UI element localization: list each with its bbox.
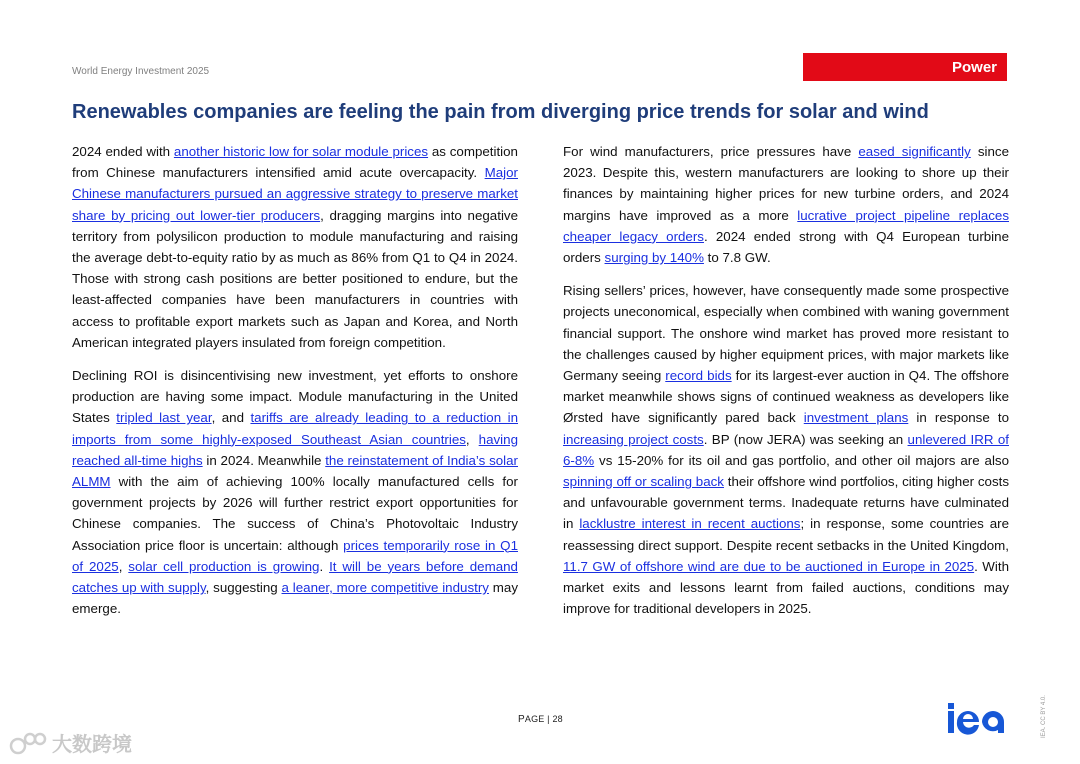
text: , dragging margins into negative territory from polysilicon production to module manufacturing and raising the average debt-to-equity ratio by as much as 86% from Q1 to Q4 in 2024. Those with strong cash positions are better positioned to endure, but the least-affected companies have been manufacturers in countries with access to profitable export markets such as Japan and Korea, and North American integrated players insulated from foreign competition. bbox=[72, 207, 518, 350]
link-increasing-project-costs[interactable]: increasing project costs bbox=[563, 431, 704, 447]
link-lucrative-pipeline[interactable]: lucrative project pipeline replaces cheaper legacy orders bbox=[563, 207, 1009, 244]
watermark-text: 大数跨境 bbox=[52, 734, 132, 756]
text: since 2023. Despite this, western manufacturers are looking to shore up their finances by maintaining higher prices for new turbine orders, and 2024 margins have improved as a more bbox=[563, 144, 1009, 223]
iea-logo-icon bbox=[946, 703, 1010, 735]
link-lacklustre-auctions[interactable]: lacklustre interest in recent auctions bbox=[579, 516, 801, 532]
text: 2024 ended with bbox=[72, 144, 174, 159]
page-prefix: P bbox=[518, 714, 525, 725]
watermark bbox=[8, 728, 132, 757]
copyright-note: IEA. CC BY 4.0. bbox=[1041, 695, 1047, 738]
page-word: AGE bbox=[524, 714, 545, 724]
page-value: 28 bbox=[552, 714, 563, 724]
left-column bbox=[72, 141, 518, 631]
text: in response to bbox=[908, 410, 1009, 426]
page-separator: | bbox=[544, 714, 553, 724]
paragraph bbox=[563, 280, 1009, 619]
link-solar-module-prices[interactable]: another historic low for solar module prices bbox=[173, 144, 429, 159]
text: . bbox=[319, 558, 330, 574]
link-chinese-manufacturers-strategy[interactable]: Major Chinese manufacturers pursued an aggressive strategy to preserve market share by pricing out lower-tier producers bbox=[72, 165, 518, 223]
paragraph bbox=[72, 141, 518, 353]
link-surging-140[interactable]: surging by 140% bbox=[604, 250, 704, 266]
link-offshore-wind-auction[interactable]: 11.7 GW of offshore wind are due to be auctioned in Europe in 2025 bbox=[563, 558, 975, 574]
text: may emerge. bbox=[72, 580, 518, 617]
link-prices-rose-q1-2025[interactable]: prices temporarily rose in Q1 of 2025 bbox=[72, 537, 518, 574]
text: ; in response, some countries are reassessing direct support. Despite recent setbacks in the United Kingdom, bbox=[563, 516, 1010, 553]
link-investment-plans[interactable]: investment plans bbox=[803, 410, 909, 426]
link-eased-significantly[interactable]: eased significantly bbox=[858, 144, 971, 159]
link-all-time-highs[interactable]: having reached all-time highs bbox=[72, 431, 518, 468]
watermark-logo-icon bbox=[8, 730, 48, 756]
iea-logo bbox=[946, 703, 1010, 735]
text: in 2024. Meanwhile bbox=[202, 452, 326, 468]
link-leaner-industry[interactable]: a leaner, more competitive industry bbox=[281, 580, 489, 596]
text: Rising sellers’ prices, however, have consequently made some prospective projects uneconomical, especially when combined with waning government financial support. The onshore wind market has proved more resistant to the challenges caused by higher equipment prices, with major markets like Germany seeing bbox=[563, 283, 1009, 384]
paragraph bbox=[72, 365, 518, 619]
text: , and bbox=[211, 410, 251, 426]
page-headline: Renewables companies are feeling the pain from diverging price trends for solar and wind bbox=[72, 101, 929, 123]
link-spinning-off[interactable]: spinning off or scaling back bbox=[563, 474, 724, 490]
link-tripled-last-year[interactable]: tripled last year bbox=[116, 410, 212, 426]
link-demand-catches-up[interactable]: It will be years before demand catches up with supply bbox=[72, 558, 518, 596]
text: Declining ROI is disincentivising new investment, yet efforts to onshore production are having some impact. Module manufacturing in the United States bbox=[72, 368, 518, 426]
text: . 2024 ended strong with Q4 European turbine orders bbox=[563, 228, 1009, 266]
link-solar-cell-production[interactable]: solar cell production is growing bbox=[128, 558, 320, 574]
text: , bbox=[465, 431, 479, 447]
text: with the aim of achieving 100% locally manufactured cells for government projects by 2026 will further restrict export opportunities for Chinese companies. The success of China’s Photovoltaic Industry Association price floor is uncertain: although bbox=[72, 474, 518, 553]
text: for its largest-ever auction in Q4. The offshore market meanwhile shows signs of continued weakness as developers like Ørsted have significantly pared back bbox=[563, 368, 1009, 426]
link-unlevered-irr[interactable]: unlevered IRR of 6-8% bbox=[563, 431, 1009, 468]
text: . BP (now JERA) was seeking an bbox=[703, 431, 908, 447]
text: . With market exits and lessons learnt from failed auctions, conditions may improve for traditional developers in 2025. bbox=[563, 558, 1009, 617]
right-column bbox=[563, 141, 1009, 631]
text: For wind manufacturers, price pressures have bbox=[563, 144, 859, 159]
text: , suggesting bbox=[205, 580, 282, 596]
page-number bbox=[518, 714, 563, 725]
text: to 7.8 GW. bbox=[703, 250, 771, 266]
text: vs 15-20% for its oil and gas portfolio, and other oil majors are also bbox=[594, 452, 1009, 468]
section-tag: Power bbox=[803, 53, 1007, 81]
link-tariffs-imports[interactable]: tariffs are already leading to a reduction in imports from some highly-exposed Southeast Asian countries bbox=[72, 410, 519, 447]
text: , bbox=[118, 558, 129, 574]
paragraph bbox=[563, 141, 1009, 268]
report-title: World Energy Investment 2025 bbox=[72, 66, 210, 77]
link-india-almm[interactable]: the reinstatement of India’s solar ALMM bbox=[72, 452, 518, 490]
link-record-bids[interactable]: record bids bbox=[665, 368, 732, 384]
text: as competition from Chinese manufacturers intensified amid acute overcapacity. bbox=[72, 144, 518, 181]
text: their offshore wind portfolios, citing higher costs and unfavourable government terms. Inadequate returns have culminated in bbox=[563, 474, 1009, 532]
